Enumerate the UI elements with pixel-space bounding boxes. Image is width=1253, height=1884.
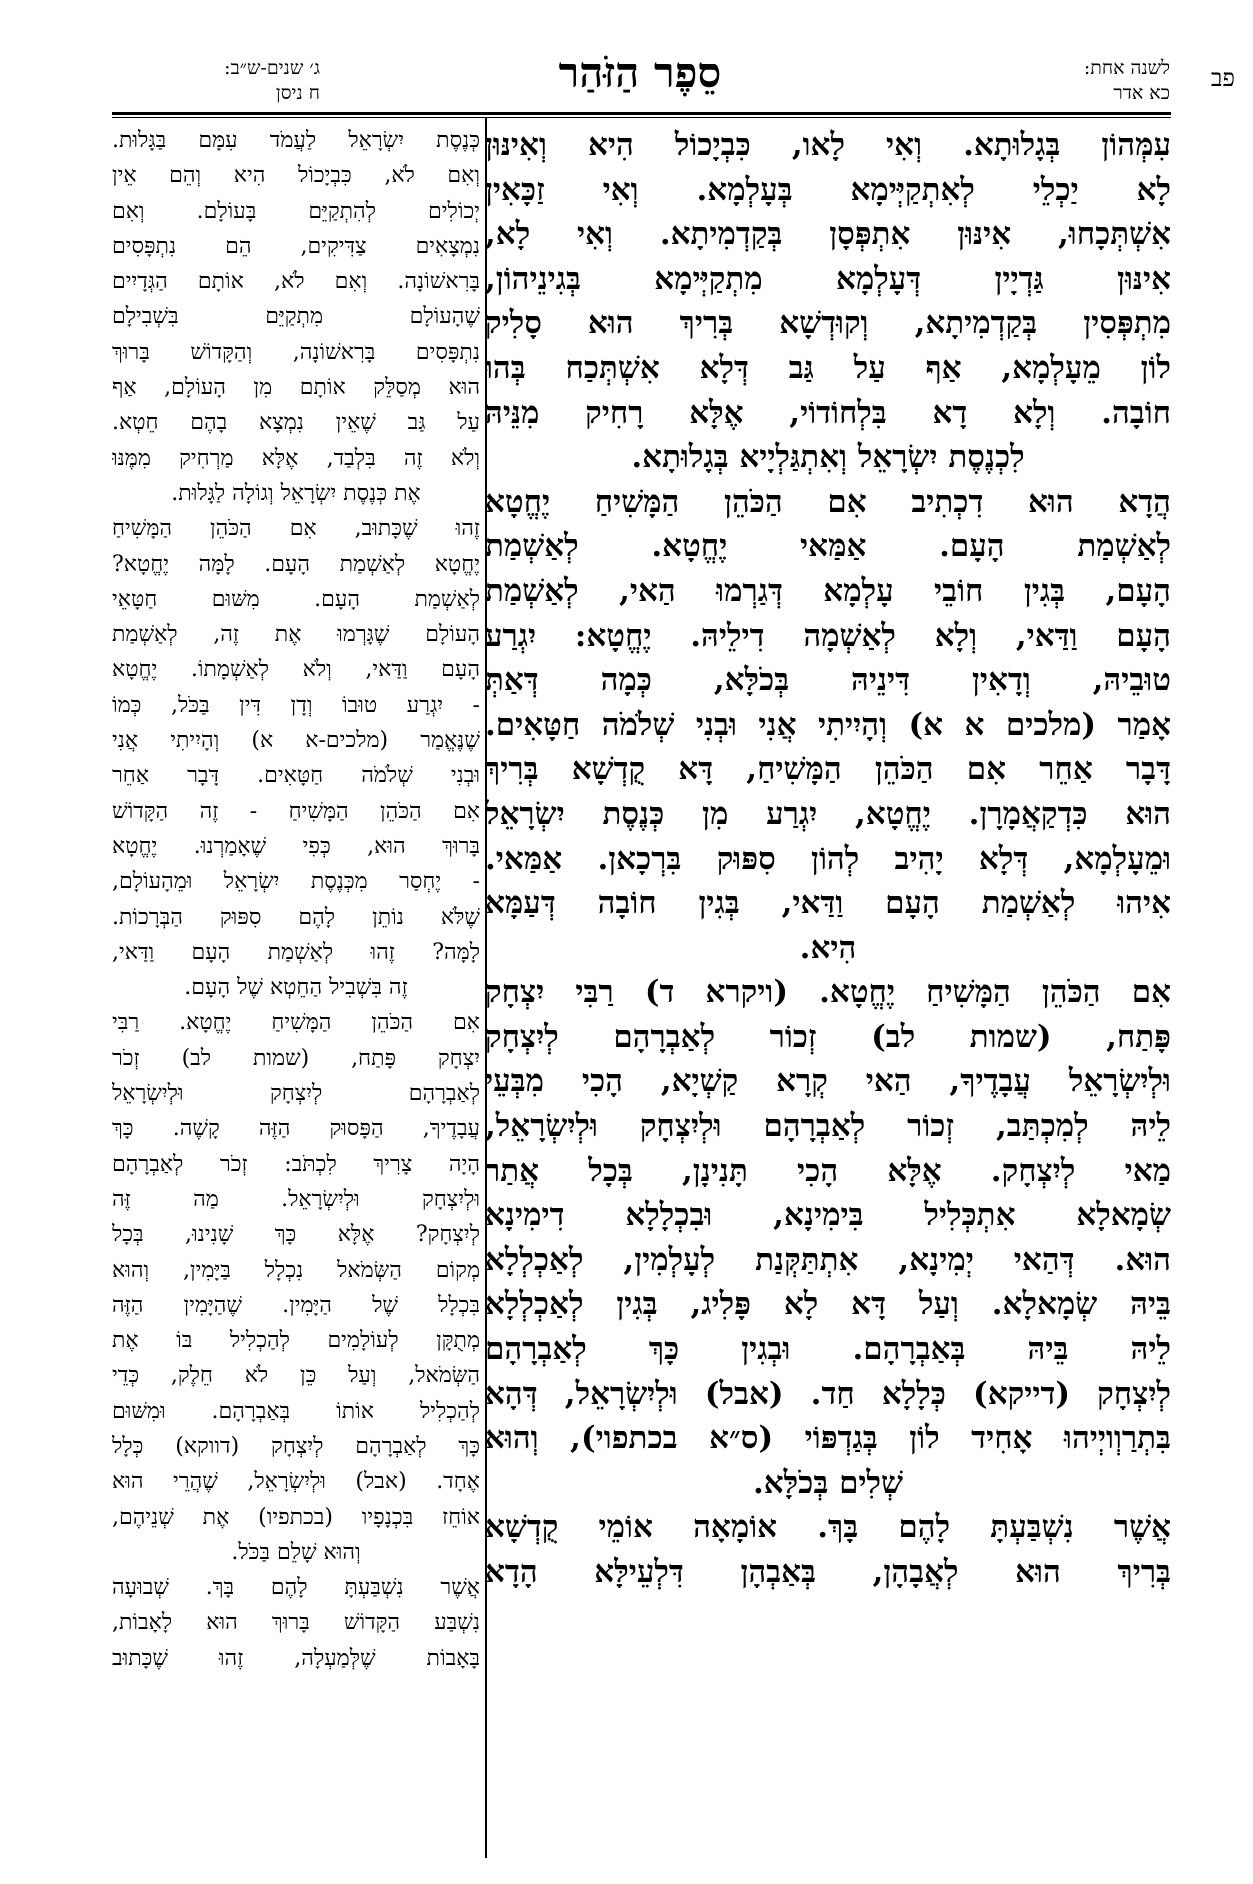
text-line: וְאִם לֹא, כִּבְיָכוֹל הִיא וְהֵם אֵין [112, 163, 480, 189]
schedule-one-year: לשנה אחת: [1083, 57, 1170, 79]
text-line: הָעָם, בְּגִין חוֹבֵי עָלְמָא דְּגַרְמוּ הַאי, לְאַשְׁמַת [485, 572, 1171, 609]
text-line: אִיהוּ לְאַשְׁמַת הָעָם וַדַּאי, בְּגִין חוֹבָה דְּעַמָּא [485, 885, 1171, 922]
text-line: מִתְפְּסִין בְּקַדְמִיתָא, וְקוּדְשָׁא בְּרִיךְ הוּא סָלִיק [485, 305, 1171, 342]
text-line: הָעָם וַדַּאי, וְלֹא לְאַשְׁמָתוֹ. יֶחֱטָא [112, 657, 480, 683]
text-line: לְאַשְׁמַת הָעָם. מִשּׁוּם חַטָּאֵי [112, 586, 480, 612]
text-line: כָּךְ לְאַבְרָהָם לְיִצְחָק (דווקא) כְּלָל [112, 1433, 480, 1459]
text-line: פָּתַח, (שמות לב) זְכוֹר לְאַבְרָהָם לְיִצְחָק [485, 1018, 1171, 1055]
text-line: כְּנֶסֶת יִשְׂרָאֵל לַעֲמֹד עִמָּם בַּגָּלוּת. [112, 128, 480, 153]
text-line: הַשְּׂמֹאל, וְעַל כֵּן לֹא חֵלֶק, כְּדֵי [112, 1363, 480, 1389]
text-line: בִּתְרַוְויְיהוּ אָחִיד לוֹן בְּגַדְפּוֹי (ס״א בכתפוי), וְהוּא [485, 1420, 1171, 1457]
text-line: לְיִצְחָק? אֶלָּא כָּךְ שָׁנִינוּ, בְּכָל [112, 1222, 480, 1248]
text-line: אֲשֶׁר נִשְׁבַּעְתָּ לָהֶם בָּךְ. אוֹמָאָה אוֹמֵי קֻדְשָׁא [485, 1509, 1171, 1546]
text-line: אֶת כְּנֶסֶת יִשְׂרָאֵל וְגוֹלָה לַגָּלוּת. [171, 480, 421, 506]
text-line: שֶׁנֶּאֱמַר (מלכים-א א) וְהָיִיתִי אֲנִי [112, 728, 480, 754]
text-line: דָּבָר אַחֵר אִם הַכֹּהֵן הַמָּשִׁיחַ, דָּא קֻדְשָׁא בְּרִיךְ [485, 751, 1171, 788]
text-line: עֲבָדֶיךָ, הַפָּסוּק הַזֶּה קָשֶׁה. כָּךְ [112, 1116, 480, 1142]
text-line: בִּכְלָל שֶׁל הַיָּמִין. שֶׁהַיָּמִין הַזֶּה [112, 1292, 480, 1318]
text-line: אִשְׁתְּכָחוּ, אִינּוּן אִתְפְּסָן בְּקַדְמִיתָא. וְאִי לָא, [485, 216, 1171, 253]
text-line: וּלְיִשְׂרָאֵל עֲבָדֶיךָ, הַאי קְרָא קַשְׁיָא, הָכִי מִבְּעֵי [485, 1063, 1171, 1100]
text-line: לֵיהּ בֵּיהּ בְּאַבְרָהָם. וּבְגִין כָּךְ לְאַבְרָהָם [485, 1331, 1171, 1368]
text-line: שְׁלִים בְּכֹלָּא. [752, 1464, 903, 1501]
text-line: וְלֹא זֶה בִּלְבַד, אֶלָּא מַרְחִיק מִמֶּנּוּ [112, 445, 480, 471]
text-line: יֶחֱטָא לְאַשְׁמַת הָעָם. לָמָּה יֶחֱטָא? [112, 551, 480, 577]
aramaic-text-column [485, 123, 1171, 1853]
text-line: אִינּוּן גַּדְיָין דְּעָלְמָא מִתְקַיְּימָא בְּגִינֵיהוֹן, [485, 260, 1171, 297]
text-line: הָעָם וַדַּאי, וְלָא לְאַשְׁמָה דִילֵיהּ. יֶחֱטָא: יִגְרַע [485, 617, 1171, 654]
text-line: מְקוֹם הַשְּׂמֹאל נִכְלָל בַּיָּמִין, וְהוּא [112, 1257, 480, 1283]
text-line: הֲדָא הוּא דִכְתִיב אִם הַכֹּהֵן הַמָּשִׁיחַ יֶחֱטָא [485, 483, 1171, 520]
text-line: אָמַר (מלכים א א) וְהָיִיתִי אֲנִי וּבְנִי שְׁלֹמֹה חַטָּאִים. [485, 706, 1171, 743]
text-line: לִכְנֶסֶת יִשְׂרָאֵל וְאִתְגַּלְיָיא בְּגָלוּתָא. [631, 439, 1025, 476]
text-line: בְּרִיךְ הוּא לְאֲבָהָן, בְּאַבְהָן דִּלְעֵילָּא הָדָא [485, 1554, 1171, 1590]
text-line: הָעוֹלָם שֶׁגָּרְמוּ אֶת זֶה, לְאַשְׁמַת [112, 622, 480, 648]
book-title: סֵפֶר הַזֹּהַר [558, 48, 722, 97]
text-line: בָּאָבוֹת שֶׁלְּמַעְלָה, זֶהוּ שֶׁכָּתוּב [112, 1645, 480, 1671]
text-line: עַל גַּב שֶׁאֵין נִמְצָא בָהֶם חֵטְא. [112, 410, 480, 436]
text-line: אֶחָד. (אבל) וּלְיִשְׂרָאֵל, שֶׁהֲרֵי הוּא [112, 1469, 480, 1495]
text-line: לָא יַכְלֵי לְאִתְקַיְּימָא בְּעָלְמָא. וְאִי זַכָּאִין [485, 171, 1171, 208]
text-line: זֶהוּ שֶׁכָּתוּב, אִם הַכֹּהֵן הַמָּשִׁיחַ [112, 516, 480, 542]
text-line: אֲשֶׁר נִשְׁבַּעְתָּ לָהֶם בָּךְ. שְׁבוּעָה [112, 1575, 480, 1601]
text-line: לוֹן מֵעָלְמָא, אַף עַל גַּב דְּלָא אִשְׁתְּכַח בְּהוּ [485, 349, 1171, 386]
text-line: נִשְׁבַּע הַקָּדוֹשׁ בָּרוּךְ הוּא לָאָבוֹת, [112, 1610, 480, 1636]
text-line: שְׂמָאלָא אִתְכְּלִיל בִּימִינָא, וּבִכְלָלָא דִימִינָא [485, 1197, 1171, 1234]
text-line: בֵּיהּ שְׂמָאלָא. וְעַל דָּא לָא פָּלִיג, בְּגִין לְאַכְלְלָא [485, 1286, 1171, 1323]
schedule-three-years-date: ח ניסן [275, 82, 320, 104]
text-line: לְאַשְׁמַת הָעָם. אַמַּאי יֶחֱטָא. לְאַשְׁמַת [485, 528, 1171, 565]
text-line: שֶׁהָעוֹלָם מִתְקַיֵּם בִּשְׁבִילָם [112, 304, 480, 330]
text-line: מְתֻקָּן לְעוֹלָמִים לְהַכְלִיל בּוֹ אֶת [112, 1328, 480, 1354]
hebrew-translation-column [112, 123, 480, 1853]
text-line: טוּבֵיהּ, וְדָאִין דִּינֵיהּ בְּכֹלָּא, כְּמָה דְּאַתְּ [485, 662, 1171, 699]
text-line: אִם הַכֹּהֵן הַמָּשִׁיחַ יֶחֱטָא. רַבִּי [112, 1010, 480, 1036]
text-line: הוּא מְסַלֵּק אוֹתָם מִן הָעוֹלָם, אַף [112, 375, 480, 401]
text-line: הִיא. [799, 929, 857, 966]
text-line: לְיִצְחָק (דייקא) כְּלָלָא חַד. (אבל) וּלְיִשְׂרָאֵל, דְּהָא [485, 1375, 1171, 1412]
text-line: בָּרִאשׁוֹנָה. וְאִם לֹא, אוֹתָם הַגְּדָיִים [112, 269, 480, 295]
text-line: מַאי לְיִצְחָק. אֶלָּא הָכִי תָּנִינָן, בְּכָל אֲתַר [485, 1152, 1171, 1189]
schedule-one-year-date: כא אדר [1113, 82, 1170, 104]
text-line: לָמָּה? זֶהוּ לְאַשְׁמַת הָעָם וַדַּאי, [112, 939, 480, 965]
text-line: - יֶחְסַר מִכְּנֶסֶת יִשְׂרָאֵל וּמֵהָעוֹלָם, [112, 869, 480, 895]
text-line: וּמֵעָלְמָא, דְּלָא יָהִיב לְהוֹן סִפּוּק בִּרְכָאן. אַמַּאי. [485, 840, 1171, 877]
text-line: הָיָה צָרִיךְ לִכְתֹּב: זְכֹר לְאַבְרָהָם [112, 1151, 480, 1177]
text-line: עִמְּהוֹן בְּגָלוּתָא. וְאִי לָאו, כִּבְיָכוֹל הִיא וְאִינּוּן [485, 127, 1171, 163]
text-line: בָּרוּךְ הוּא, כְּפִי שֶׁאָמַרְנוּ. יֶחֱטָא [112, 833, 480, 859]
text-line: חוֹבָה. וְלָא דָא בִּלְחוֹדוֹי, אֶלָּא רָחִיק מִנֵּיהּ [485, 394, 1171, 431]
text-line: הוּא. דְּהַאי יְמִינָא, אִתְתַּקְּנַת לְעָלְמִין, לְאַכְלְלָא [485, 1241, 1171, 1278]
text-line: וּלְיִצְחָק וּלְיִשְׂרָאֵל. מַה זֶּה [112, 1186, 480, 1212]
text-line: לֵיהּ לְמִכְתַּב, זְכוֹר לְאַבְרָהָם וּלְיִצְחָק וּלְיִשְׂרָאֵל, [485, 1108, 1171, 1145]
text-line: יִצְחָק פָּתַח, (שמות לב) זְכֹר [112, 1045, 480, 1071]
text-line: שֶׁלֹּא נוֹתֵן לָהֶם סִפּוּק הַבְּרָכוֹת. [112, 904, 480, 930]
text-line: אִם הַכֹּהֵן הַמָּשִׁיחַ יֶחֱטָא. (ויקרא ד) רַבִּי יִצְחָק [485, 974, 1171, 1011]
text-line: לְאַבְרָהָם לְיִצְחָק וּלְיִשְׂרָאֵל [112, 1081, 480, 1107]
text-line: לְהַכְלִיל אוֹתוֹ בְּאַבְרָהָם. וּמִשּׁוּם [112, 1398, 480, 1424]
text-line: נִמְצָאִים צַדִּיקִים, הֵם נִתְפָּסִים [112, 233, 480, 259]
schedule-three-years: ג׳ שנים-ש״ב: [224, 57, 320, 79]
text-line: זֶה בִּשְׁבִיל הַחֵטְא שֶׁל הָעָם. [184, 975, 408, 1001]
page-number: פב [1210, 64, 1235, 92]
header-rule [112, 112, 1171, 115]
text-line: וּבְנִי שְׁלֹמֹה חַטָּאִים. דָּבָר אַחֵר [112, 763, 480, 789]
text-line: אוֹחֵז בִּכְנָפָיו (בכתפיו) אֶת שְׁנֵיהֶם, [112, 1504, 480, 1530]
text-line: - יִגְרַע טוּבוֹ וְדָן דִּין בַּכֹּל, כְּמוֹ [112, 692, 480, 718]
left-header-block [110, 56, 320, 106]
text-line: נִתְפָּסִים בָּרִאשׁוֹנָה, וְהַקָּדוֹשׁ בָּרוּךְ [112, 339, 480, 365]
text-line: וְהוּא שָׁלֵם בַּכֹּל. [231, 1539, 361, 1565]
header-rule-thin [112, 117, 1171, 118]
text-line: אִם הַכֹּהֵן הַמָּשִׁיחַ - זֶה הַקָּדוֹשׁ [112, 798, 480, 824]
text-line: יְכוֹלִים לְהִתְקַיֵּם בָּעוֹלָם. וְאִם [112, 198, 480, 224]
text-line: הוּא כִּדְקַאֲמָרָן. יֶחֱטָא, יִגְרַע מִן כְּנֶסֶת יִשְׂרָאֵל [485, 795, 1171, 832]
page-header [110, 48, 1235, 120]
